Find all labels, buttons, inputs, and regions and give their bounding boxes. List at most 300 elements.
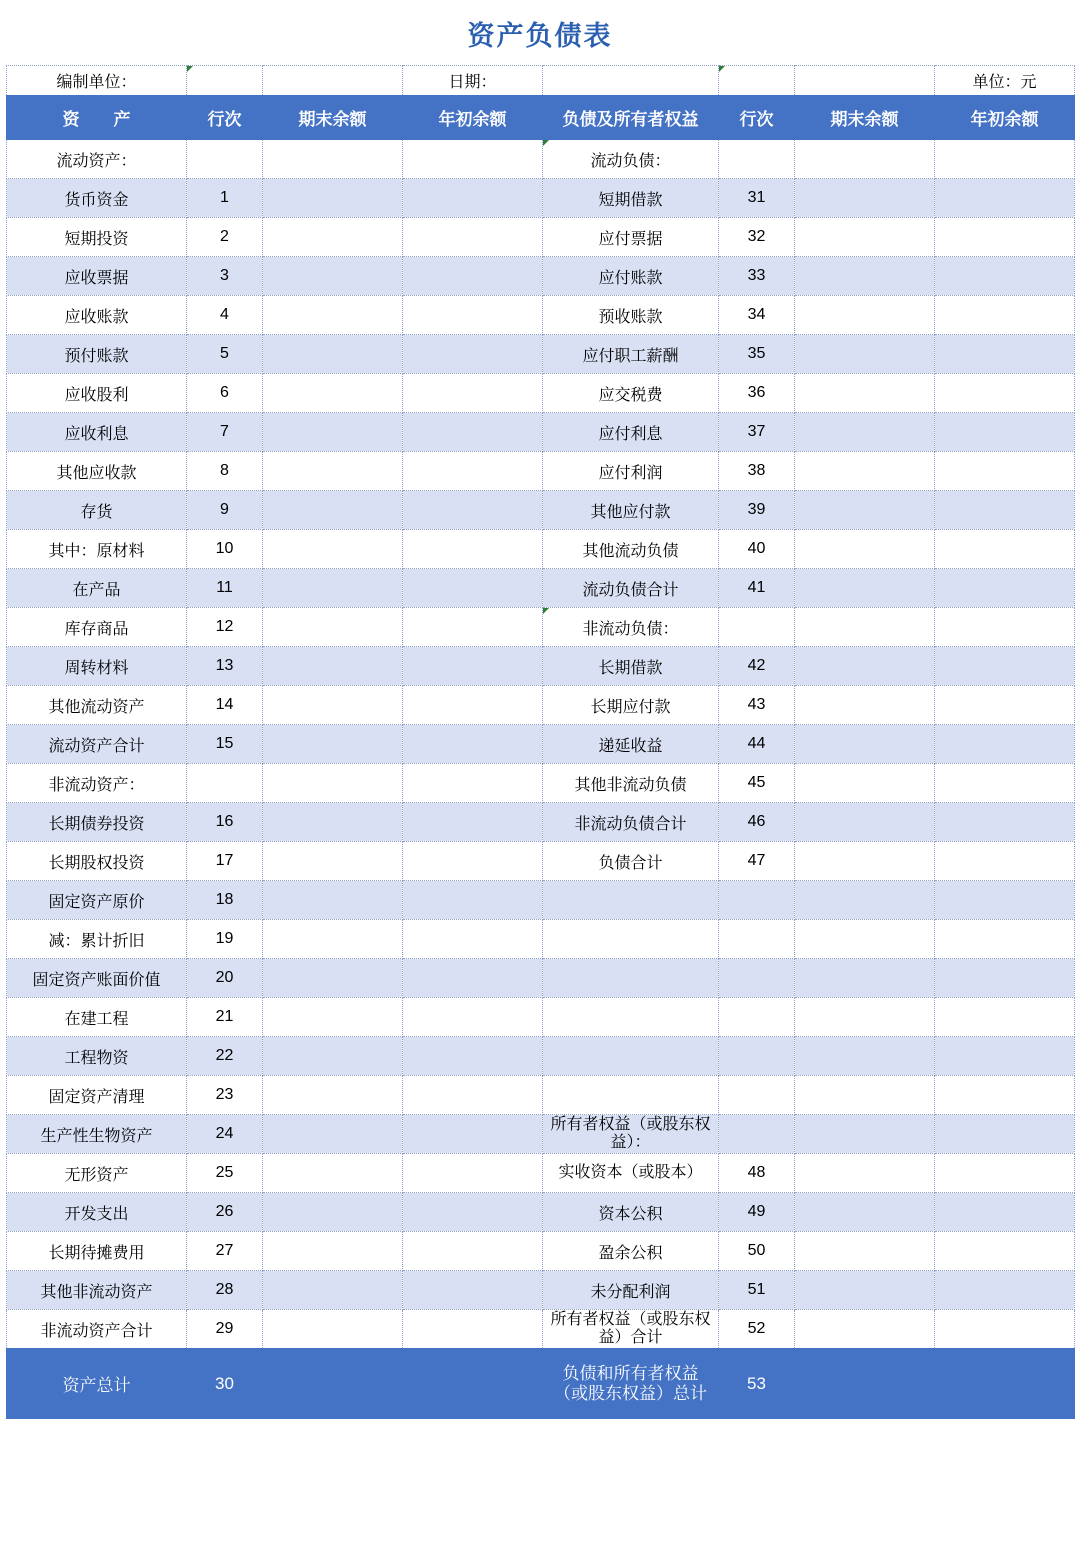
asset-begin-balance[interactable]: [403, 335, 543, 374]
liability-end-balance[interactable]: [795, 374, 935, 413]
liability-end-balance[interactable]: [795, 1115, 935, 1154]
liability-begin-balance[interactable]: [935, 998, 1075, 1037]
asset-line-no: 10: [187, 530, 263, 569]
liability-end-balance[interactable]: [795, 920, 935, 959]
liability-end-balance[interactable]: [795, 1037, 935, 1076]
liability-item-label: 其他流动负债: [543, 530, 719, 569]
asset-end-balance[interactable]: [263, 179, 403, 218]
asset-end-balance[interactable]: [263, 569, 403, 608]
asset-line-no: 28: [187, 1271, 263, 1310]
asset-end-balance[interactable]: [263, 959, 403, 998]
asset-end-balance[interactable]: [263, 257, 403, 296]
liability-line-no: 48: [719, 1154, 795, 1193]
asset-line-no: 12: [187, 608, 263, 647]
liability-end-balance[interactable]: [795, 608, 935, 647]
liability-begin-balance[interactable]: [935, 257, 1075, 296]
liability-total-label: 负债和所有者权益（或股东权益）总计: [543, 1349, 719, 1419]
asset-end-balance[interactable]: [263, 881, 403, 920]
liability-begin-balance[interactable]: [935, 1037, 1075, 1076]
asset-line-no: 9: [187, 491, 263, 530]
liability-item-label: 短期借款: [543, 179, 719, 218]
asset-end-balance[interactable]: [263, 608, 403, 647]
table-row: [7, 335, 1075, 374]
liability-line-no: 37: [719, 413, 795, 452]
asset-end-balance[interactable]: [263, 335, 403, 374]
asset-item-label: 非流动资产合计: [7, 1310, 187, 1349]
asset-begin-balance[interactable]: [403, 491, 543, 530]
asset-begin-balance[interactable]: [403, 257, 543, 296]
table-row: [7, 1310, 1075, 1349]
asset-end-balance[interactable]: [263, 1310, 403, 1349]
liability-line-no: 33: [719, 257, 795, 296]
liability-begin-balance[interactable]: [935, 764, 1075, 803]
liability-line-no: 47: [719, 842, 795, 881]
meta-row: [7, 66, 1075, 96]
asset-line-no: 22: [187, 1037, 263, 1076]
asset-begin-balance[interactable]: [403, 1310, 543, 1349]
liability-end-balance[interactable]: [795, 803, 935, 842]
asset-begin-balance[interactable]: [403, 881, 543, 920]
liability-begin-balance[interactable]: [935, 686, 1075, 725]
liability-begin-balance[interactable]: [935, 725, 1075, 764]
liability-line-no: 51: [719, 1271, 795, 1310]
liability-begin-balance[interactable]: [935, 842, 1075, 881]
table-row: [7, 881, 1075, 920]
asset-line-no: 1: [187, 179, 263, 218]
liability-end-balance[interactable]: [795, 998, 935, 1037]
liability-line-no: 36: [719, 374, 795, 413]
asset-line-no: 13: [187, 647, 263, 686]
asset-line-no: 19: [187, 920, 263, 959]
liability-item-label: 流动负债合计: [543, 569, 719, 608]
column-header-8: 年初余额: [935, 96, 1075, 140]
asset-begin-balance[interactable]: [403, 1271, 543, 1310]
liability-line-no: 49: [719, 1193, 795, 1232]
liability-line-no: 43: [719, 686, 795, 725]
asset-end-balance[interactable]: [263, 764, 403, 803]
liability-line-no: 44: [719, 725, 795, 764]
asset-end-balance[interactable]: [263, 725, 403, 764]
asset-line-no: 2: [187, 218, 263, 257]
asset-item-label: 在产品: [7, 569, 187, 608]
column-header-3: 期末余额: [263, 96, 403, 140]
asset-item-label: 长期债券投资: [7, 803, 187, 842]
meta-empty-1[interactable]: [263, 66, 403, 96]
asset-total-begin-balance[interactable]: [403, 1349, 543, 1419]
asset-line-no: 29: [187, 1310, 263, 1349]
preparer-value[interactable]: [187, 66, 263, 96]
asset-begin-balance[interactable]: [403, 725, 543, 764]
liability-total-end-balance[interactable]: [795, 1349, 935, 1419]
asset-line-no: [187, 764, 263, 803]
asset-end-balance[interactable]: [263, 842, 403, 881]
table-row: [7, 1232, 1075, 1271]
asset-item-label: 固定资产原价: [7, 881, 187, 920]
asset-item-label: 短期投资: [7, 218, 187, 257]
liability-line-no: [719, 1115, 795, 1154]
liability-begin-balance[interactable]: [935, 179, 1075, 218]
asset-total-label: 资产总计: [7, 1349, 187, 1419]
table-row: [7, 608, 1075, 647]
liability-begin-balance[interactable]: [935, 959, 1075, 998]
liability-end-balance[interactable]: [795, 1154, 935, 1193]
asset-begin-balance[interactable]: [403, 1115, 543, 1154]
liability-begin-balance[interactable]: [935, 647, 1075, 686]
column-header-7: 期末余额: [795, 96, 935, 140]
asset-item-label: 流动资产：: [7, 140, 187, 179]
liability-item-label: 应付职工薪酬: [543, 335, 719, 374]
asset-begin-balance[interactable]: [403, 569, 543, 608]
liability-end-balance[interactable]: [795, 1310, 935, 1349]
asset-end-balance[interactable]: [263, 803, 403, 842]
asset-total-end-balance[interactable]: [263, 1349, 403, 1419]
table-row: [7, 1076, 1075, 1115]
liability-begin-balance[interactable]: [935, 1232, 1075, 1271]
table-row: [7, 179, 1075, 218]
page-title: 资产负债表: [467, 21, 613, 51]
asset-item-label: 预付账款: [7, 335, 187, 374]
asset-end-balance[interactable]: [263, 1271, 403, 1310]
liability-line-no: [719, 1037, 795, 1076]
asset-line-no: 11: [187, 569, 263, 608]
asset-item-label: 周转材料: [7, 647, 187, 686]
asset-end-balance[interactable]: [263, 413, 403, 452]
asset-end-balance[interactable]: [263, 296, 403, 335]
asset-end-balance[interactable]: [263, 1037, 403, 1076]
liability-begin-balance[interactable]: [935, 1193, 1075, 1232]
liability-begin-balance[interactable]: [935, 335, 1075, 374]
liability-item-label: 流动负债：: [543, 140, 719, 179]
liability-begin-balance[interactable]: [935, 1310, 1075, 1349]
asset-line-no: 4: [187, 296, 263, 335]
asset-begin-balance[interactable]: [403, 179, 543, 218]
liability-item-label: [543, 881, 719, 920]
asset-end-balance[interactable]: [263, 1232, 403, 1271]
liability-item-label: [543, 920, 719, 959]
unit-label: 单位：元: [935, 66, 1075, 96]
liability-total-line-no: 53: [719, 1349, 795, 1419]
asset-begin-balance[interactable]: [403, 842, 543, 881]
table-row: [7, 491, 1075, 530]
grand-total-row: [7, 1349, 1075, 1419]
liability-begin-balance[interactable]: [935, 1076, 1075, 1115]
table-row: [7, 725, 1075, 764]
asset-begin-balance[interactable]: [403, 1037, 543, 1076]
asset-begin-balance[interactable]: [403, 647, 543, 686]
liability-end-balance[interactable]: [795, 1193, 935, 1232]
liability-end-balance[interactable]: [795, 179, 935, 218]
liability-line-no: 45: [719, 764, 795, 803]
table-row: [7, 1115, 1075, 1154]
asset-begin-balance[interactable]: [403, 1076, 543, 1115]
liability-line-no: 41: [719, 569, 795, 608]
liability-item-label: 盈余公积: [543, 1232, 719, 1271]
liability-line-no: [719, 998, 795, 1037]
asset-begin-balance[interactable]: [403, 452, 543, 491]
liability-begin-balance[interactable]: [935, 530, 1075, 569]
liability-end-balance[interactable]: [795, 881, 935, 920]
date-label: 日期：: [403, 66, 543, 96]
liability-line-no: 42: [719, 647, 795, 686]
liability-item-label: 预收账款: [543, 296, 719, 335]
asset-item-label: 流动资产合计: [7, 725, 187, 764]
liability-item-label: 长期应付款: [543, 686, 719, 725]
asset-line-no: 16: [187, 803, 263, 842]
asset-begin-balance[interactable]: [403, 803, 543, 842]
liability-end-balance[interactable]: [795, 569, 935, 608]
asset-item-label: 非流动资产：: [7, 764, 187, 803]
liability-end-balance[interactable]: [795, 959, 935, 998]
preparer-label: 编制单位：: [7, 66, 187, 96]
asset-end-balance[interactable]: [263, 1076, 403, 1115]
liability-item-label: 应付利息: [543, 413, 719, 452]
asset-line-no: 18: [187, 881, 263, 920]
liability-line-no: [719, 608, 795, 647]
liability-end-balance[interactable]: [795, 647, 935, 686]
liability-end-balance[interactable]: [795, 413, 935, 452]
liability-item-label: 负债合计: [543, 842, 719, 881]
asset-begin-balance[interactable]: [403, 686, 543, 725]
asset-item-label: 应收股利: [7, 374, 187, 413]
date-value[interactable]: [543, 66, 719, 96]
liability-item-label: 应付利润: [543, 452, 719, 491]
table-row: [7, 998, 1075, 1037]
liability-line-no: [719, 959, 795, 998]
liability-begin-balance[interactable]: [935, 218, 1075, 257]
liability-begin-balance[interactable]: [935, 296, 1075, 335]
asset-item-label: 其他应收款: [7, 452, 187, 491]
asset-begin-balance[interactable]: [403, 530, 543, 569]
asset-begin-balance[interactable]: [403, 1232, 543, 1271]
liability-line-no: 32: [719, 218, 795, 257]
asset-line-no: 7: [187, 413, 263, 452]
asset-line-no: 6: [187, 374, 263, 413]
table-row: [7, 1271, 1075, 1310]
table-row: [7, 686, 1075, 725]
asset-end-balance[interactable]: [263, 1115, 403, 1154]
liability-end-balance[interactable]: [795, 257, 935, 296]
asset-line-no: 15: [187, 725, 263, 764]
liability-begin-balance[interactable]: [935, 413, 1075, 452]
asset-item-label: 减：累计折旧: [7, 920, 187, 959]
balance-sheet-table: [6, 65, 1075, 1419]
liability-begin-balance[interactable]: [935, 803, 1075, 842]
asset-end-balance[interactable]: [263, 374, 403, 413]
liability-end-balance[interactable]: [795, 1232, 935, 1271]
asset-line-no: 14: [187, 686, 263, 725]
asset-end-balance[interactable]: [263, 140, 403, 179]
asset-line-no: 20: [187, 959, 263, 998]
asset-line-no: 17: [187, 842, 263, 881]
liability-line-no: 40: [719, 530, 795, 569]
liability-item-label: 应交税费: [543, 374, 719, 413]
liability-item-label: 递延收益: [543, 725, 719, 764]
liability-end-balance[interactable]: [795, 491, 935, 530]
liability-begin-balance[interactable]: [935, 140, 1075, 179]
table-row: [7, 452, 1075, 491]
asset-line-no: 26: [187, 1193, 263, 1232]
asset-item-label: 在建工程: [7, 998, 187, 1037]
asset-begin-balance[interactable]: [403, 920, 543, 959]
asset-item-label: 其中：原材料: [7, 530, 187, 569]
asset-item-label: 长期待摊费用: [7, 1232, 187, 1271]
liability-item-label: 未分配利润: [543, 1271, 719, 1310]
liability-end-balance[interactable]: [795, 452, 935, 491]
table-row: [7, 413, 1075, 452]
asset-end-balance[interactable]: [263, 491, 403, 530]
liability-line-no: [719, 920, 795, 959]
asset-begin-balance[interactable]: [403, 413, 543, 452]
asset-item-label: 库存商品: [7, 608, 187, 647]
asset-end-balance[interactable]: [263, 1193, 403, 1232]
table-row: [7, 842, 1075, 881]
liability-item-label: [543, 1037, 719, 1076]
asset-begin-balance[interactable]: [403, 764, 543, 803]
table-row: [7, 257, 1075, 296]
liability-begin-balance[interactable]: [935, 920, 1075, 959]
meta-empty-3[interactable]: [795, 66, 935, 96]
liability-item-label: 所有者权益（或股东权益）：: [543, 1115, 719, 1154]
table-row: [7, 764, 1075, 803]
asset-begin-balance[interactable]: [403, 218, 543, 257]
liability-item-label: 应付票据: [543, 218, 719, 257]
table-row: [7, 1193, 1075, 1232]
column-header-1: 资 产: [7, 96, 187, 140]
asset-item-label: 应收利息: [7, 413, 187, 452]
asset-line-no: 25: [187, 1154, 263, 1193]
liability-line-no: 31: [719, 179, 795, 218]
table-row: [7, 374, 1075, 413]
table-row: [7, 803, 1075, 842]
liability-end-balance[interactable]: [795, 335, 935, 374]
liability-end-balance[interactable]: [795, 530, 935, 569]
liability-end-balance[interactable]: [795, 725, 935, 764]
liability-item-label: 非流动负债：: [543, 608, 719, 647]
liability-line-no: 34: [719, 296, 795, 335]
asset-line-no: 5: [187, 335, 263, 374]
asset-begin-balance[interactable]: [403, 608, 543, 647]
liability-begin-balance[interactable]: [935, 491, 1075, 530]
liability-item-label: 其他非流动负债: [543, 764, 719, 803]
liability-line-no: 39: [719, 491, 795, 530]
liability-begin-balance[interactable]: [935, 1271, 1075, 1310]
asset-item-label: 长期股权投资: [7, 842, 187, 881]
liability-line-no: [719, 881, 795, 920]
liability-end-balance[interactable]: [795, 842, 935, 881]
asset-end-balance[interactable]: [263, 452, 403, 491]
liability-line-no: 35: [719, 335, 795, 374]
liability-end-balance[interactable]: [795, 218, 935, 257]
liability-line-no: [719, 1076, 795, 1115]
liability-begin-balance[interactable]: [935, 881, 1075, 920]
liability-item-label: [543, 998, 719, 1037]
asset-end-balance[interactable]: [263, 686, 403, 725]
column-header-2: 行次: [187, 96, 263, 140]
column-header-6: 行次: [719, 96, 795, 140]
table-row: [7, 296, 1075, 335]
liability-item-label: 其他应付款: [543, 491, 719, 530]
asset-item-label: 应收票据: [7, 257, 187, 296]
asset-line-no: 23: [187, 1076, 263, 1115]
asset-item-label: 其他非流动资产: [7, 1271, 187, 1310]
liability-begin-balance[interactable]: [935, 374, 1075, 413]
asset-line-no: 3: [187, 257, 263, 296]
asset-end-balance[interactable]: [263, 998, 403, 1037]
liability-item-label: 非流动负债合计: [543, 803, 719, 842]
column-header-4: 年初余额: [403, 96, 543, 140]
liability-begin-balance[interactable]: [935, 1154, 1075, 1193]
liability-item-label: 长期借款: [543, 647, 719, 686]
liability-begin-balance[interactable]: [935, 569, 1075, 608]
asset-item-label: 存货: [7, 491, 187, 530]
table-row: [7, 1037, 1075, 1076]
asset-line-no: 8: [187, 452, 263, 491]
liability-end-balance[interactable]: [795, 296, 935, 335]
asset-end-balance[interactable]: [263, 1154, 403, 1193]
liability-item-label: 资本公积: [543, 1193, 719, 1232]
table-row: [7, 218, 1075, 257]
liability-end-balance[interactable]: [795, 764, 935, 803]
asset-item-label: 无形资产: [7, 1154, 187, 1193]
liability-end-balance[interactable]: [795, 686, 935, 725]
asset-begin-balance[interactable]: [403, 998, 543, 1037]
asset-item-label: 固定资产账面价值: [7, 959, 187, 998]
table-header-row: [7, 96, 1075, 140]
liability-item-label: [543, 1076, 719, 1115]
asset-total-line-no: 30: [187, 1349, 263, 1419]
liability-begin-balance[interactable]: [935, 452, 1075, 491]
liability-item-label: 实收资本（或股本）: [543, 1154, 719, 1193]
asset-begin-balance[interactable]: [403, 140, 543, 179]
asset-begin-balance[interactable]: [403, 959, 543, 998]
asset-end-balance[interactable]: [263, 647, 403, 686]
liability-line-no: 52: [719, 1310, 795, 1349]
liability-item-label: [543, 959, 719, 998]
liability-begin-balance[interactable]: [935, 608, 1075, 647]
asset-item-label: 生产性生物资产: [7, 1115, 187, 1154]
liability-end-balance[interactable]: [795, 1076, 935, 1115]
liability-total-begin-balance[interactable]: [935, 1349, 1075, 1419]
table-row: [7, 647, 1075, 686]
asset-end-balance[interactable]: [263, 218, 403, 257]
table-row: [7, 569, 1075, 608]
asset-begin-balance[interactable]: [403, 374, 543, 413]
liability-item-label: 应付账款: [543, 257, 719, 296]
asset-end-balance[interactable]: [263, 920, 403, 959]
liability-end-balance[interactable]: [795, 1271, 935, 1310]
asset-line-no: 21: [187, 998, 263, 1037]
table-row: [7, 140, 1075, 179]
liability-line-no: [719, 140, 795, 179]
asset-begin-balance[interactable]: [403, 1193, 543, 1232]
meta-empty-2[interactable]: [719, 66, 795, 96]
asset-begin-balance[interactable]: [403, 296, 543, 335]
asset-item-label: 固定资产清理: [7, 1076, 187, 1115]
liability-end-balance[interactable]: [795, 140, 935, 179]
asset-item-label: 应收账款: [7, 296, 187, 335]
table-row: [7, 920, 1075, 959]
table-row: [7, 1154, 1075, 1193]
liability-begin-balance[interactable]: [935, 1115, 1075, 1154]
asset-begin-balance[interactable]: [403, 1154, 543, 1193]
asset-line-no: [187, 140, 263, 179]
asset-end-balance[interactable]: [263, 530, 403, 569]
liability-item-label: 所有者权益（或股东权益）合计: [543, 1310, 719, 1349]
asset-item-label: 其他流动资产: [7, 686, 187, 725]
liability-line-no: 46: [719, 803, 795, 842]
asset-line-no: 24: [187, 1115, 263, 1154]
asset-line-no: 27: [187, 1232, 263, 1271]
